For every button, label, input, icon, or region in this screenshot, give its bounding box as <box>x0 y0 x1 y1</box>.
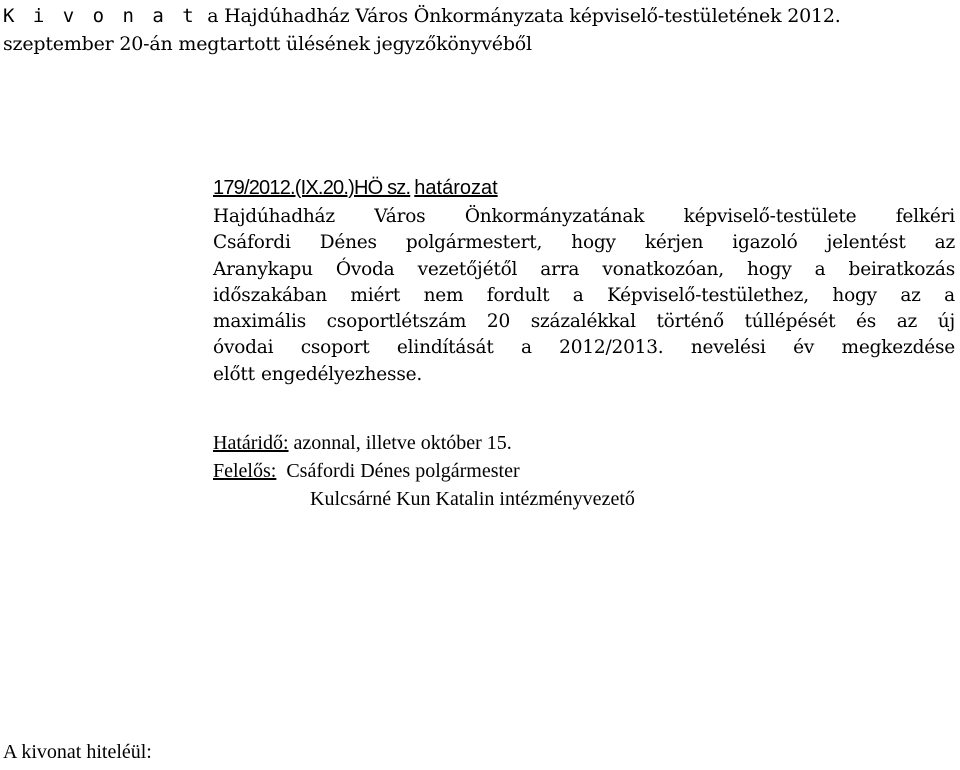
deadline-row <box>213 429 955 457</box>
header-line-1-text: a Hajdúhadház Város Önkormányzata képviselő-testületének 2012. <box>207 5 841 27</box>
header-keyword: K i v o n a t <box>3 5 198 27</box>
resolution-line: Csáfordi Dénes polgármestert, hogy kérjen igazoló jelentést az <box>213 232 955 254</box>
responsible-row <box>213 457 955 485</box>
resolution-line: előtt engedélyezhesse. <box>213 363 423 385</box>
resolution-line: maximális csoportlétszám 20 százalékkal történő túllépését és az új <box>213 311 955 333</box>
deadline-value: azonnal, illetve október 15. <box>293 432 512 454</box>
resolution-title <box>213 176 955 200</box>
resolution-block <box>213 176 955 388</box>
resolution-line: Aranykapu Óvoda vezetőjétől arra vonatkozóan, hogy a beiratkozás <box>213 258 955 280</box>
resolution-number: 179/2012.(IX.20.)HÖ sz. <box>213 177 411 199</box>
resolution-body <box>213 204 955 388</box>
responsible-person-1: Csáfordi Dénes polgármester <box>286 460 520 482</box>
deadline-label: Határidő: <box>213 432 289 454</box>
attestation-label: A kivonat hiteléül: <box>3 741 152 763</box>
responsible-person-2: Kulcsárné Kun Katalin intézményvezető <box>310 488 635 510</box>
header-line-1 <box>3 2 953 30</box>
document-header <box>3 2 953 58</box>
resolution-line: időszakában miért nem fordult a Képviselő-testülethez, hogy az a <box>213 284 955 306</box>
resolution-word: határozat <box>414 177 498 199</box>
header-line-2: szeptember 20-án megtartott ülésének jegyzőkönyvéből <box>3 33 532 55</box>
resolution-line: Hajdúhadház Város Önkormányzatának képviselő-testülete felkéri <box>213 206 955 227</box>
resolution-line: óvodai csoport elindítását a 2012/2013. nevelési év megkezdése <box>213 337 955 359</box>
resolution-meta <box>213 429 955 513</box>
responsible-label: Felelős: <box>213 460 277 482</box>
